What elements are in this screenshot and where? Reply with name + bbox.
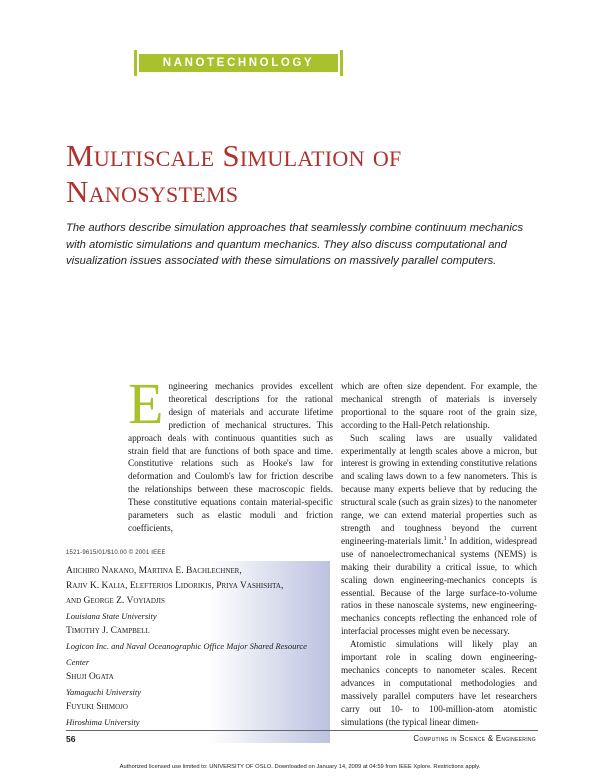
author-names-1c: and George Z. Voyiadjis: [66, 596, 165, 607]
author-names-4: Fuyuki Shimojo: [66, 701, 128, 712]
author-names-1a: Aiichiro Nakano, Martina E. Bachlechner,: [66, 566, 242, 576]
intro-text: ngineering mechanics provides excellent theoretical descriptions for the rational design of materials and accurate lifetime prediction of mechanical structures. This approach deals with continuous quantities such as strain field that are functions of both space and time. Constitutive relations such as Hooke's law for deformation and Coulomb's law for friction describe the relationships between these macroscopic fields. These constitutive equations contain material-specific parameters such as elastic moduli and friction coefficients,: [128, 381, 333, 533]
article-title: [66, 138, 526, 210]
reference-1: 1: [443, 535, 447, 542]
paragraph-2: [341, 432, 537, 639]
journal-name: Computing in Science & Engineering: [413, 734, 536, 743]
body-column-right: [341, 380, 537, 728]
affiliation-3: Yamaguchi University: [66, 686, 142, 697]
author-list: [66, 564, 328, 730]
author-names-1b: Rajiv K. Kalia, Elefterios Lidorikis, Priya Vashishta,: [66, 581, 284, 592]
paragraph-1: which are often size dependent. For example, the mechanical strength of materials is inversely proportional to the square root of the grain size, according to the Hall-Petch relationship.: [341, 381, 537, 430]
paragraph-2-text-a: Such scaling laws are usually validated experimentally at length scales above a micron, but interest is growing in extending constitutive relations and scaling laws down to a few nanometers. This is because many experts believe that by reducing the structural scale (such as grain sizes) to the nanometer range, we can extend material properties such as strength and toughness beyond the current engineering-materials limit.: [341, 432, 537, 546]
intro-paragraph: [128, 371, 333, 535]
body-column-left: [128, 371, 333, 535]
affiliation-1: Louisiana State University: [66, 611, 157, 622]
section-tag-rule-right: [340, 50, 343, 76]
license-notice: Authorized licensed use limited to: UNIVERSITY OF OSLO. Downloaded on January 14, 2009 at 04:59 from IEEE Xplore. Restrictions apply.: [119, 764, 481, 770]
title-line-2: Nanosystems: [66, 174, 239, 209]
author-names-3: Shuji Ogata: [66, 671, 114, 682]
paragraph-3: Atomistic simulations will likely play an important role in scaling down engineering-mechanics concepts to nanometer scales. Recent advances in computational methodologies and massively parallel computers have let researchers carry out 10- to 100-million-atom atomistic simulations (the typical linear dimen-: [341, 639, 537, 727]
page-number: 56: [66, 734, 76, 744]
abstract: The authors describe simulation approaches that seamlessly combine continuum mechanics with atomistic simulations and quantum mechanics. They also discuss computational and visualization issues associated with these simulations on massively parallel computers.: [66, 222, 524, 267]
author-names-2: Timothy J. Campbell: [66, 626, 150, 637]
copyright-line: 1521-9615/01/$10.00 © 2001 IEEE: [66, 550, 166, 556]
affiliation-4: Hiroshima University: [66, 716, 140, 727]
section-tag-rule-left: [134, 50, 137, 76]
section-tag: NANOTECHNOLOGY: [139, 54, 338, 72]
paragraph-2-text-b: In addition, widespread use of nanoelectromechanical systems (NEMS) is making their durability a critical issue, to which scaling down engineering-mechanics concepts is essential. Because of the large surface-to-volume ratios in these nanoscale systems, new engineering-mechanics concepts reflecting the enhanced role of interfacial processes might even be necessary.: [341, 535, 537, 637]
drop-cap: E: [128, 371, 164, 436]
affiliation-2: Logicon Inc. and Naval Oceanographic Office Major Shared Resource Center: [66, 641, 307, 667]
title-line-1: Multiscale Simulation of: [66, 138, 402, 173]
footer-rule: [66, 730, 538, 731]
